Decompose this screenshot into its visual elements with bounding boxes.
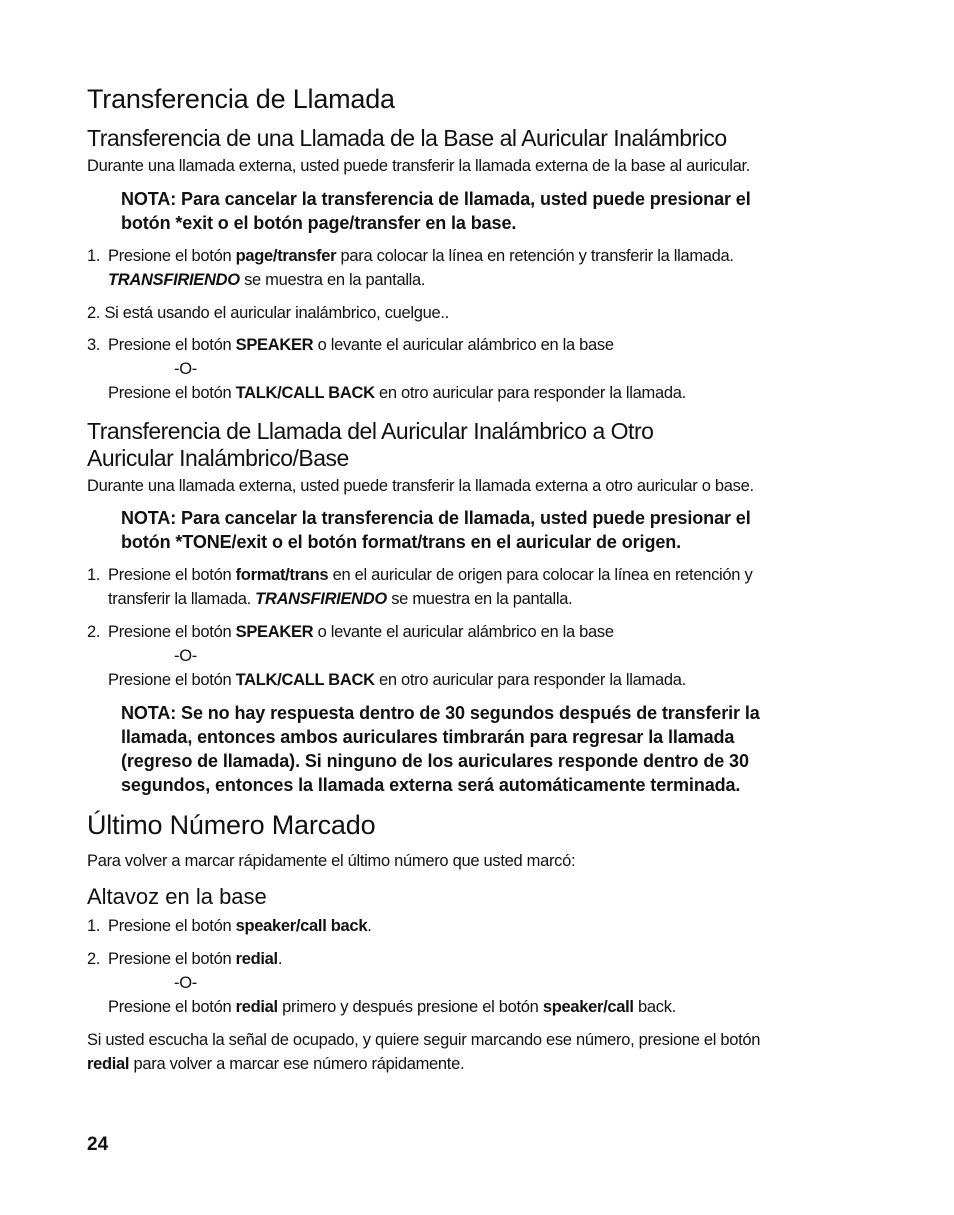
or-separator: -O- [174,360,197,378]
note-cancel-transfer: NOTA: Para cancelar la transferencia de llamada, usted puede presionar el botón *TONE/exit o el botón format/trans en el auricular de origen. [121,508,751,552]
intro-text: Durante una llamada externa, usted puede transferir la llamada externa a otro auricular o base. [87,477,754,495]
or-separator: -O- [174,647,197,665]
intro-text: Para volver a marcar rápidamente el último número que usted marcó: [87,852,576,870]
subsection-title-base-to-handset: Transferencia de una Llamada de la Base al Auricular Inalámbrico [87,125,727,151]
or-separator: -O- [174,974,197,992]
step-1: 1. Presione el botón page/transfer para colocar la línea en retención y transferir la llamada. TRANSFIRIENDO se muestra en la pantalla. [87,247,734,289]
step-2: 2. Presione el botón SPEAKER o levante el auricular alámbrico en la base -O- Presione el botón TALK/CALL BACK en otro auricular para responder la llamada. [87,623,686,689]
step-1: 1. Presione el botón format/trans en el auricular de origen para colocar la línea en retención y transferir la llamada. TRANSFIRIENDO se muestra en la pantalla. [87,566,753,608]
step-2: 2. Si está usando el auricular inalámbrico, cuelgue.. [87,304,449,322]
note-cancel-transfer: NOTA: Para cancelar la transferencia de llamada, usted puede presionar el botón *exit o el botón page/transfer en la base. [121,189,751,233]
subsection-title-base-speaker: Altavoz en la base [87,884,267,909]
intro-text: Durante una llamada externa, usted puede transferir la llamada externa de la base al auricular. [87,157,751,175]
closing-paragraph: Si usted escucha la señal de ocupado, y quiere seguir marcando ese número, presione el botón redial para volver a marcar ese número rápidamente. [87,1031,761,1073]
note-no-answer: NOTA: Se no hay respuesta dentro de 30 segundos después de transferir la llamada, entonces ambos auriculares timbrarán para regresar la llamada (regreso de llamada). Si ninguno de los auriculares responde dentro de 30 segundos, entonces la llamada externa será automáticamente terminada. [121,703,760,795]
step-3: 3. Presione el botón SPEAKER o levante el auricular alámbrico en la base -O- Presione el botón TALK/CALL BACK en otro auricular para responder la llamada. [87,336,686,402]
step-1: 1. Presione el botón speaker/call back. [87,917,372,935]
section-title-last-number-redial: Último Número Marcado [87,810,376,840]
subsection-title-handset-to-handset: Transferencia de Llamada del Auricular Inalámbrico a Otro Auricular Inalámbrico/Base [87,418,654,471]
section-title-call-transfer: Transferencia de Llamada [87,84,395,114]
step-2: 2. Presione el botón redial. -O- Presione el botón redial primero y después presione el botón speaker/call back. [87,950,676,1016]
page-number: 24 [87,1134,109,1155]
